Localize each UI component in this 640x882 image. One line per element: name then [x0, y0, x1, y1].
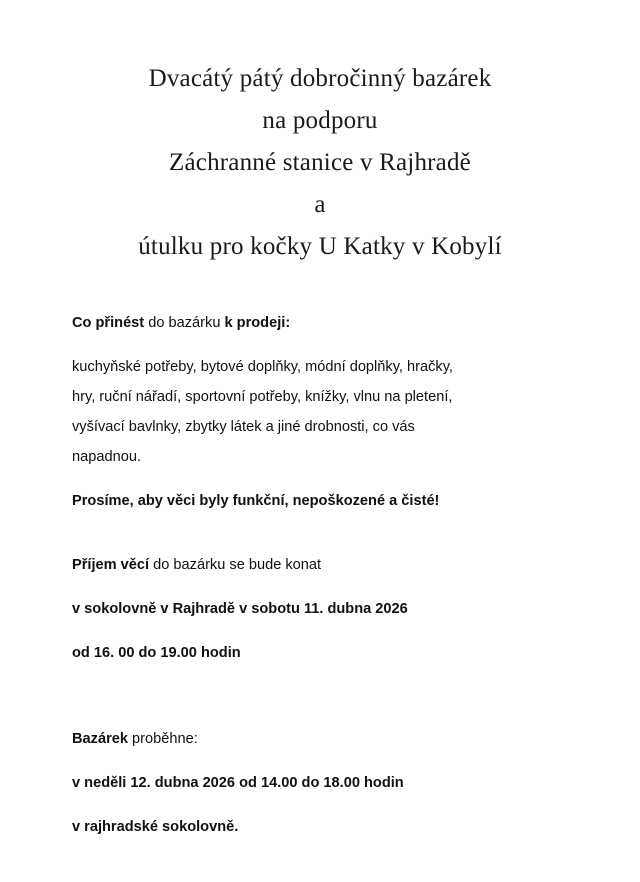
title-line-1: Dvacátý pátý dobročinný bazárek: [148, 65, 492, 92]
bring-items-line-2: hry, ruční nářadí, sportovní potřeby, knížky, vlnu na pletení,: [72, 389, 453, 405]
bring-items-line-1: kuchyňské potřeby, bytové doplňky, módní doplňky, hračky,: [72, 359, 453, 375]
event-line-1: [72, 724, 568, 754]
spacer-4: [72, 580, 568, 594]
spacer-2: [72, 472, 568, 486]
spacer-3: [72, 516, 568, 550]
event-line-2: v neděli 12. dubna 2026 od 14.00 do 18.00 hodin: [72, 775, 404, 791]
dropoff-line-3: od 16. 00 do 19.00 hodin: [72, 645, 241, 661]
spacer-5: [72, 624, 568, 638]
dropoff-line-1-normal: do bazárku se bude konat: [149, 557, 322, 573]
event-line-1-bold: Bazárek: [72, 731, 128, 747]
spacer-8: [72, 754, 568, 768]
dropoff-line-1: [72, 550, 568, 580]
title-line-5: útulku pro kočky U Katky v Kobylí: [138, 233, 502, 260]
bring-heading-colon: :: [285, 315, 291, 331]
title-line-4: a: [314, 191, 326, 218]
document-title-block: [72, 0, 568, 268]
bring-heading: [72, 308, 568, 338]
spacer-6: [72, 668, 568, 702]
document-body: [72, 308, 568, 842]
dropoff-line-1-bold: Příjem věcí: [72, 557, 150, 573]
title-line-2: na podporu: [262, 107, 378, 134]
bring-heading-normal: do bazárku: [144, 315, 225, 331]
dropoff-line-2: v sokolovně v Rajhradě v sobotu 11. dubna 2026: [72, 601, 408, 617]
spacer-1: [72, 338, 568, 352]
bring-note: Prosíme, aby věci byly funkční, nepoškozené a čisté!: [72, 493, 440, 509]
spacer-7: [72, 702, 568, 724]
title-line-3: Záchranné stanice v Rajhradě: [169, 149, 471, 176]
spacer-9: [72, 798, 568, 812]
event-line-3: v rajhradské sokolovně.: [72, 819, 239, 835]
bring-heading-bold-1: Co přinést: [72, 315, 145, 331]
bring-items-line-4: napadnou.: [72, 449, 141, 465]
bring-items: [72, 352, 552, 472]
bring-items-line-3: vyšívací bavlnky, zbytky látek a jiné drobnosti, co vás: [72, 419, 415, 435]
bring-heading-bold-2: k prodeji: [224, 315, 286, 331]
event-line-1-normal: proběhne:: [127, 731, 198, 747]
